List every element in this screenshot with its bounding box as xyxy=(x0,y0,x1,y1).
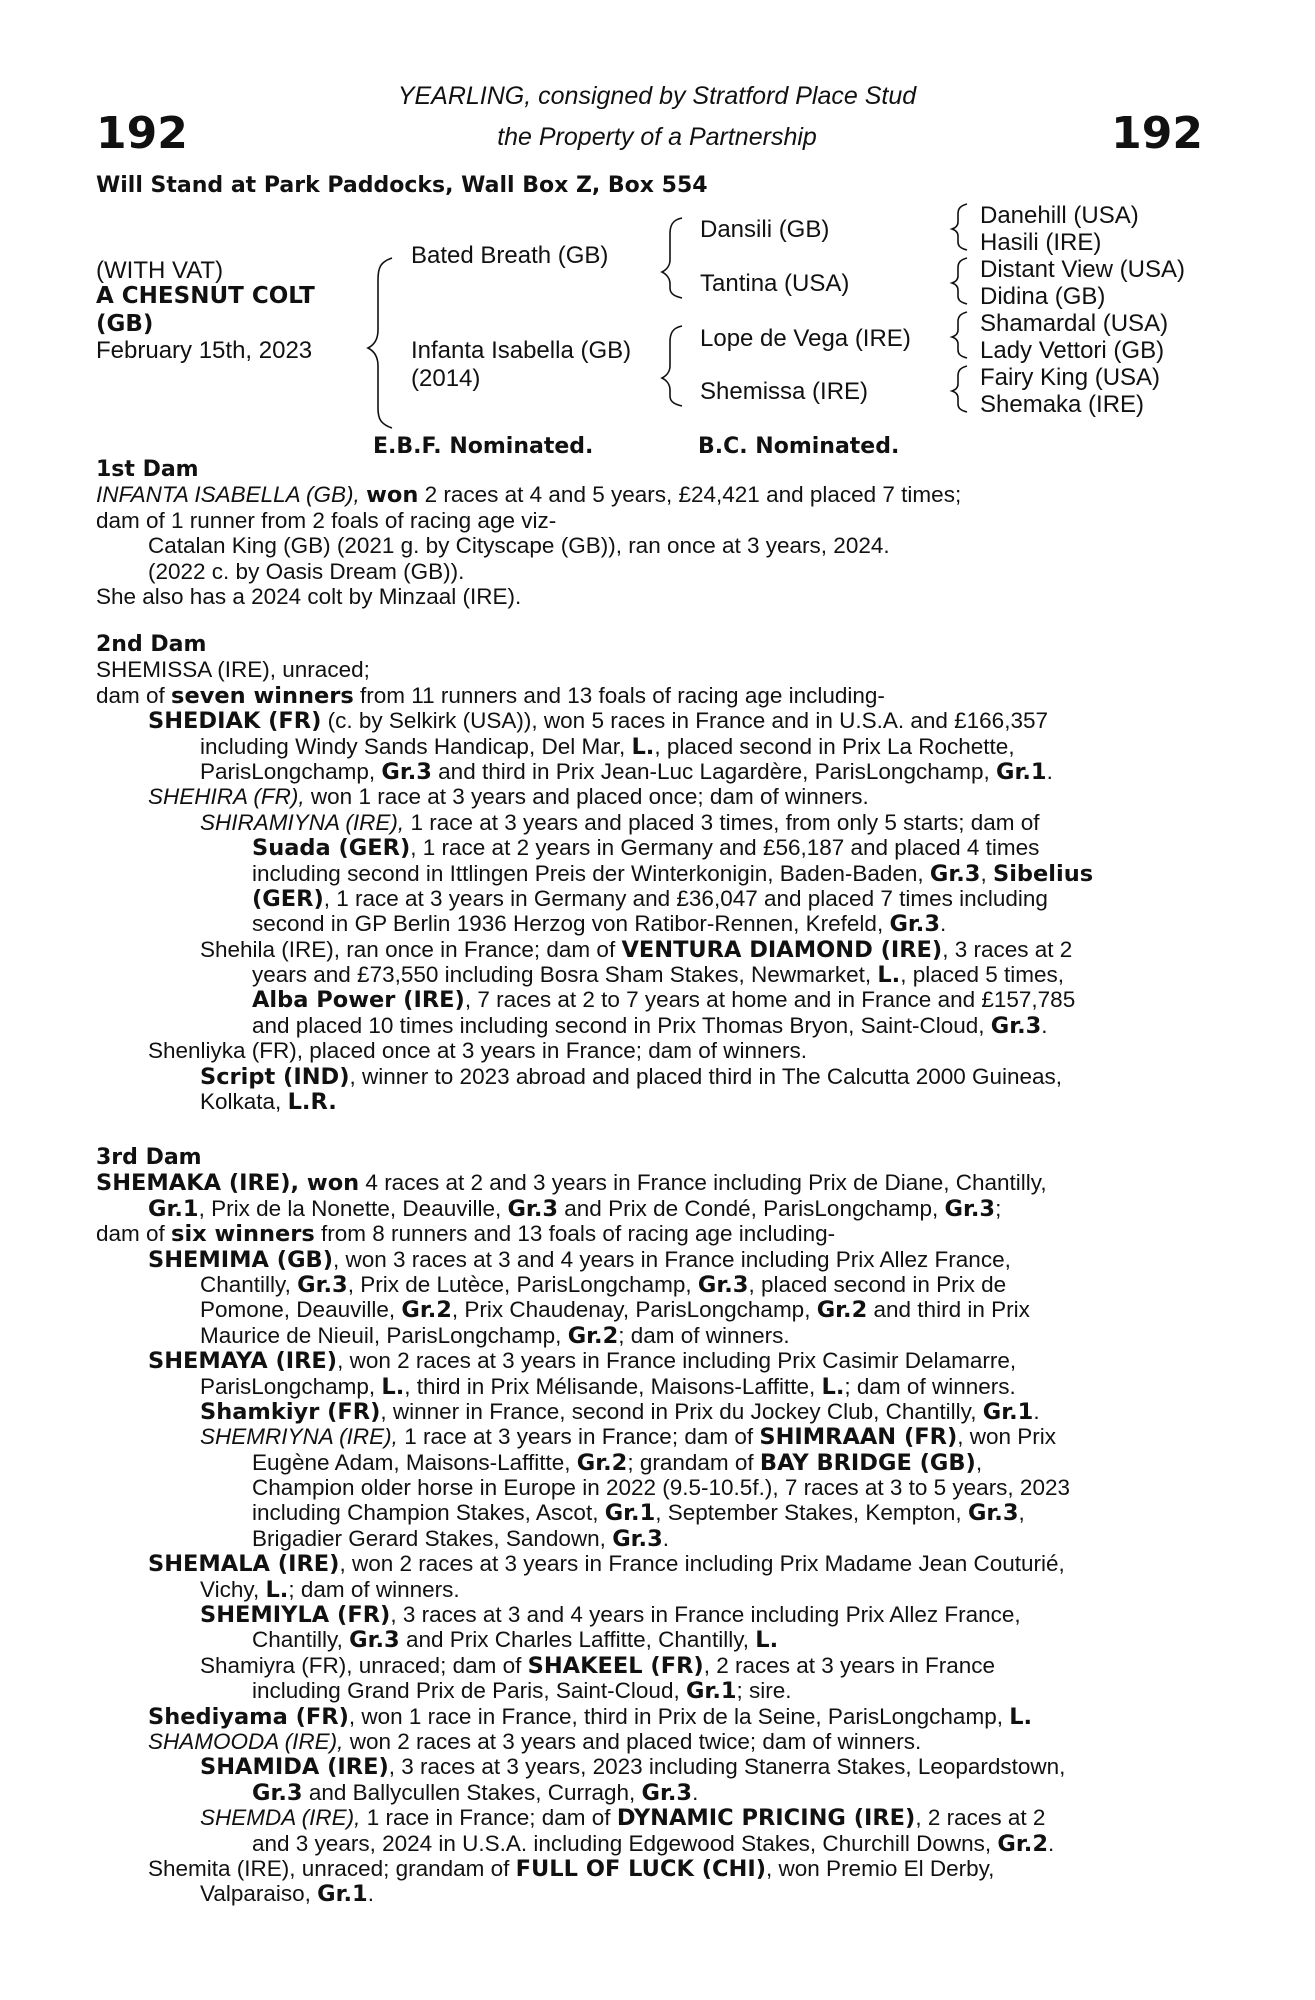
dam-dam: Shemissa (IRE) xyxy=(700,378,869,405)
text-run: , won 2 races at 3 years in France including Prix Casimir Delamarre, xyxy=(337,1348,1017,1374)
text-run: L. xyxy=(381,1373,405,1400)
text-run: Gr.2 xyxy=(401,1297,452,1324)
text-line: Shenliyka (FR), placed once at 3 years in France; dam of winners. xyxy=(148,1038,808,1064)
dam-sire: Lope de Vega (IRE) xyxy=(700,325,911,352)
text-run: . xyxy=(1041,1012,1048,1038)
text-run: SHEDIAK (FR) xyxy=(148,708,322,735)
first-dam-section xyxy=(96,457,1206,609)
text-line: She also has a 2024 colt by Minzaal (IRE). xyxy=(96,583,522,609)
dam-name: Infanta Isabella (GB) xyxy=(411,337,632,364)
section-heading: 2nd Dam xyxy=(96,632,207,657)
text-line: dam of 1 runner from 2 foals of racing age viz- xyxy=(96,507,557,533)
text-run: ; sire. xyxy=(736,1678,792,1704)
text-run: . xyxy=(940,911,947,937)
text-run: , won Premio El Derby, xyxy=(766,1855,995,1881)
text-run: and placed 10 times including second in Prix Thomas Bryon, Saint-Cloud, xyxy=(252,1012,991,1038)
text-run: Gr.3 xyxy=(929,860,981,887)
text-run: ParisLongchamp, xyxy=(200,758,382,784)
sire-dam: Tantina (USA) xyxy=(700,270,850,297)
text-run: SHEMALA (IRE) xyxy=(148,1551,340,1578)
text-run: , September Stakes, Kempton, xyxy=(655,1500,968,1526)
text-line xyxy=(96,1272,1206,1297)
text-run: won xyxy=(366,482,419,509)
text-line: Champion older horse in Europe in 2022 (9.5-10.5f.), 7 races at 3 to 5 years, 2023 xyxy=(252,1475,1070,1501)
text-run: and Prix Charles Laffitte, Chantilly, xyxy=(399,1627,756,1653)
text-run: INFANTA ISABELLA (GB), xyxy=(96,482,360,508)
text-run: ; xyxy=(995,1195,1002,1221)
text-run: 1 race in France; dam of xyxy=(360,1805,617,1831)
text-run: Gr.3 xyxy=(889,911,941,938)
text-run: Gr.3 xyxy=(641,1779,693,1806)
text-line xyxy=(96,1064,1206,1089)
text-line: Catalan King (GB) (2021 g. by Cityscape (GB)), ran once at 3 years, 2024. xyxy=(148,533,890,559)
text-run: Gr.3 xyxy=(990,1012,1042,1039)
text-run: , placed second in Prix La Rochette, xyxy=(654,733,1015,759)
text-run: Gr.1 xyxy=(982,1398,1034,1425)
text-run: , xyxy=(975,1449,983,1475)
text-run: , winner to 2023 abroad and placed third in The Calcutta 2000 Guineas, xyxy=(349,1063,1063,1089)
text-run: dam of xyxy=(96,682,172,708)
text-run: including Champion Stakes, Ascot, xyxy=(252,1500,605,1526)
text-line xyxy=(96,937,1206,962)
text-run: , won 2 races at 3 years in France including Prix Madame Jean Couturié, xyxy=(339,1551,1065,1577)
text-run: VENTURA DIAMOND (IRE) xyxy=(621,936,943,963)
text-run: Gr.1 xyxy=(996,758,1047,785)
consignor-line: YEARLING, consigned by Stratford Place Stud xyxy=(397,82,917,110)
text-run: and third in Prix Jean-Luc Lagardère, ParisLongchamp, xyxy=(431,758,996,784)
text-run: dam of xyxy=(96,1221,172,1247)
text-run: ; dam of winners. xyxy=(844,1373,1016,1399)
sire-dam-dam: Didina (GB) xyxy=(980,283,1106,310)
text-run: , 1 race at 2 years in Germany and £56,187 and placed 4 times xyxy=(410,835,1040,861)
text-line xyxy=(96,1627,1206,1652)
text-run: , xyxy=(980,860,993,886)
text-line xyxy=(96,1297,1206,1322)
text-run: Gr.3 xyxy=(349,1627,400,1654)
text-run: SHEMIMA (GB) xyxy=(148,1246,333,1273)
text-line xyxy=(96,784,1206,809)
text-run: , Prix Chaudenay, ParisLongchamp, xyxy=(451,1297,817,1323)
text-run: , third in Prix Mélisande, Maisons-Laffitte, xyxy=(404,1373,822,1399)
text-run: Pomone, Deauville, xyxy=(200,1297,402,1323)
text-run: DYNAMIC PRICING (IRE) xyxy=(616,1805,916,1832)
text-run: BAY BRIDGE (GB) xyxy=(759,1449,976,1476)
text-run: Alba Power (IRE) xyxy=(252,987,465,1014)
text-run: , 3 races at 3 years, 2023 including Stanerra Stakes, Leopardstown, xyxy=(388,1754,1066,1780)
text-line xyxy=(96,861,1206,886)
text-run: Shemita (IRE), unraced; grandam of xyxy=(148,1855,516,1881)
text-run: FULL OF LUCK (CHI) xyxy=(515,1855,767,1882)
text-run: Gr.3 xyxy=(697,1271,749,1298)
text-line xyxy=(96,1653,1206,1678)
text-run: SHIRAMIYNA (IRE), xyxy=(200,809,405,835)
text-line xyxy=(96,886,1206,911)
text-run: Vichy, xyxy=(200,1576,266,1602)
text-run: Gr.2 xyxy=(567,1322,619,1349)
vat-note: (WITH VAT) xyxy=(96,257,224,284)
text-run: Suada (GER) xyxy=(252,835,411,862)
text-run: ; dam of winners. xyxy=(288,1576,460,1602)
text-line xyxy=(96,1805,1206,1830)
text-run: Script (IND) xyxy=(200,1063,350,1090)
text-line xyxy=(96,1221,1206,1246)
text-run: won 2 races at 3 years and placed twice; dam of winners. xyxy=(343,1728,922,1754)
section-heading: 3rd Dam xyxy=(96,1145,202,1170)
horse-name-country: (GB) xyxy=(96,311,154,337)
text-run: second in GP Berlin 1936 Herzog von Ratibor-Rennen, Krefeld, xyxy=(252,911,890,937)
text-run: and Prix de Condé, ParisLongchamp, xyxy=(558,1195,945,1221)
text-line xyxy=(96,1526,1206,1551)
text-run: Shediyama (FR) xyxy=(148,1703,349,1730)
text-run: L. xyxy=(631,733,655,760)
text-run: Sibelius xyxy=(992,860,1094,887)
text-run: , Prix de la Nonette, Deauville, xyxy=(198,1195,508,1221)
text-run: Gr.1 xyxy=(604,1500,656,1527)
text-run: SHEHIRA (FR), xyxy=(148,784,305,810)
sire-dam-sire: Distant View (USA) xyxy=(980,256,1185,283)
text-line xyxy=(96,1856,1206,1881)
text-line xyxy=(96,810,1206,835)
text-run: , won 3 races at 3 and 4 years in France including Prix Allez France, xyxy=(333,1246,1011,1272)
text-run: won 1 race at 3 years and placed once; dam of winners. xyxy=(304,784,869,810)
text-line xyxy=(96,1602,1206,1627)
text-run: , placed second in Prix de xyxy=(748,1271,1007,1297)
text-run: L.R. xyxy=(287,1089,337,1116)
text-line xyxy=(96,1754,1206,1779)
text-run: L. xyxy=(1009,1703,1033,1730)
text-run: including Grand Prix de Paris, Saint-Cloud, xyxy=(252,1678,686,1704)
property-line: the Property of a Partnership xyxy=(497,123,817,151)
sire-sire-dam: Hasili (IRE) xyxy=(980,229,1102,256)
text-run: Chantilly, xyxy=(252,1627,350,1653)
dam-year: (2014) xyxy=(411,365,481,392)
text-run: , won 1 race in France, third in Prix de la Seine, ParisLongchamp, xyxy=(348,1703,1010,1729)
text-run: , 1 race at 3 years in Germany and £36,047 and placed 7 times including xyxy=(323,885,1048,911)
lot-number-right: 192 xyxy=(1111,108,1203,159)
text-run: and Ballycullen Stakes, Curragh, xyxy=(302,1779,642,1805)
text-run: ; grandam of xyxy=(627,1449,760,1475)
sire-name: Bated Breath (GB) xyxy=(411,242,609,269)
text-run: ParisLongchamp, xyxy=(200,1373,382,1399)
horse-name: A CHESNUT COLT xyxy=(96,283,315,309)
text-run: Gr.3 xyxy=(297,1271,348,1298)
text-run: L. xyxy=(821,1373,845,1400)
text-run: Gr.3 xyxy=(967,1500,1019,1527)
text-run: including Windy Sands Handicap, Del Mar, xyxy=(200,733,632,759)
text-run: , winner in France, second in Prix du Jockey Club, Chantilly, xyxy=(380,1398,983,1424)
text-run: Gr.3 xyxy=(381,758,432,785)
text-run: 1 race at 3 years and placed 3 times, from only 5 starts; dam of xyxy=(404,809,1040,835)
text-run: Gr.1 xyxy=(148,1195,199,1222)
text-run: , 7 races at 2 to 7 years at home and in France and £157,785 xyxy=(464,987,1076,1013)
text-line xyxy=(96,962,1206,987)
text-line xyxy=(96,1247,1206,1272)
text-run: from 8 runners and 13 foals of racing age including- xyxy=(314,1221,836,1247)
text-run: . xyxy=(692,1779,699,1805)
text-run: , 2 races at 2 xyxy=(915,1805,1046,1831)
text-run: . xyxy=(1033,1398,1040,1424)
text-run: Gr.1 xyxy=(317,1881,368,1908)
text-line: (2022 c. by Oasis Dream (GB)). xyxy=(148,558,465,584)
text-line xyxy=(96,1881,1206,1906)
text-run: , 3 races at 2 xyxy=(942,936,1073,962)
text-run: Brigadier Gerard Stakes, Sandown, xyxy=(252,1525,613,1551)
text-run: six winners xyxy=(171,1221,315,1248)
text-line xyxy=(96,1704,1206,1729)
text-run: 1 race at 3 years in France; dam of xyxy=(397,1424,760,1450)
text-run: Gr.2 xyxy=(816,1297,868,1324)
text-line xyxy=(96,734,1206,759)
text-run: including second in Ittlingen Preis der Winterkonigin, Baden-Baden, xyxy=(252,860,930,886)
text-line xyxy=(96,683,1206,708)
text-line xyxy=(96,1424,1206,1449)
text-run: 2 races at 4 and 5 years, £24,421 and placed 7 times; xyxy=(418,482,962,508)
text-run: 4 races at 2 and 3 years in France including Prix de Diane, Chantilly, xyxy=(359,1170,1047,1196)
text-run: (GER) xyxy=(252,885,324,912)
text-run: L. xyxy=(877,962,901,989)
dam-sire-dam: Lady Vettori (GB) xyxy=(980,337,1165,364)
text-run: , xyxy=(1018,1500,1025,1526)
text-line xyxy=(96,1450,1206,1475)
text-run: SHEMAKA (IRE), won xyxy=(96,1170,360,1197)
text-run: Gr.3 xyxy=(612,1525,663,1552)
text-run: . xyxy=(367,1881,374,1907)
text-run: SHEMAYA (IRE) xyxy=(148,1348,338,1375)
text-run: years and £73,550 including Bosra Sham Stakes, Newmarket, xyxy=(252,962,878,988)
ebf-nomination: E.B.F. Nominated. xyxy=(373,434,594,459)
text-run: Gr.3 xyxy=(507,1195,559,1222)
text-line xyxy=(96,911,1206,936)
text-line xyxy=(96,1780,1206,1805)
text-run: Gr.2 xyxy=(576,1449,628,1476)
text-line xyxy=(96,1374,1206,1399)
text-run: , won Prix xyxy=(957,1424,1057,1450)
text-run: L. xyxy=(265,1576,289,1603)
text-line xyxy=(96,708,1206,733)
text-run: , Prix de Lutèce, ParisLongchamp, xyxy=(347,1271,698,1297)
text-run: Gr.1 xyxy=(685,1678,737,1705)
text-line xyxy=(96,759,1206,784)
text-run: and 3 years, 2024 in U.S.A. including Edgewood Stakes, Churchill Downs, xyxy=(252,1830,998,1856)
dam-dam-sire: Fairy King (USA) xyxy=(980,364,1161,391)
foaling-date: February 15th, 2023 xyxy=(96,337,313,364)
text-run: SHEMDA (IRE), xyxy=(200,1805,361,1831)
text-run: . xyxy=(1046,758,1053,784)
text-run: Gr.3 xyxy=(252,1779,303,1806)
text-line xyxy=(96,987,1206,1012)
text-run: Chantilly, xyxy=(200,1271,298,1297)
sire-sire: Dansili (GB) xyxy=(700,216,830,243)
text-line xyxy=(96,1551,1206,1576)
lot-number-left: 192 xyxy=(96,108,188,159)
text-run: seven winners xyxy=(171,682,354,709)
text-run: and third in Prix xyxy=(867,1297,1030,1323)
text-run: SHEMIYLA (FR) xyxy=(200,1602,391,1629)
text-line xyxy=(96,1348,1206,1373)
text-run: , placed 5 times, xyxy=(900,962,1065,988)
text-run: ; dam of winners. xyxy=(618,1322,790,1348)
text-line xyxy=(96,1089,1206,1114)
text-run: Shamiyra (FR), unraced; dam of xyxy=(200,1652,528,1678)
text-run: , 2 races at 3 years in France xyxy=(703,1652,996,1678)
text-line: SHEMISSA (IRE), unraced; xyxy=(96,657,370,683)
text-run: SHIMRAAN (FR) xyxy=(759,1424,958,1451)
text-run: from 11 runners and 13 foals of racing age including- xyxy=(353,682,885,708)
text-run: (c. by Selkirk (USA)), won 5 races in France and in U.S.A. and £166,357 xyxy=(321,708,1048,734)
text-run: . xyxy=(662,1525,670,1551)
stand-location: Will Stand at Park Paddocks, Wall Box Z, Box 554 xyxy=(96,173,708,198)
text-line xyxy=(96,482,1206,507)
text-run: SHAMOODA (IRE), xyxy=(148,1728,344,1754)
text-run: Gr.2 xyxy=(997,1830,1048,1857)
text-line xyxy=(96,1500,1206,1525)
text-line xyxy=(96,1399,1206,1424)
text-line xyxy=(96,1196,1206,1221)
text-run: . xyxy=(1047,1830,1055,1856)
dam-dam-dam: Shemaka (IRE) xyxy=(980,391,1145,418)
text-run: Shamkiyr (FR) xyxy=(200,1398,381,1425)
second-dam-section xyxy=(96,632,1206,1114)
text-run: Shehila (IRE), ran once in France; dam of xyxy=(200,936,622,962)
text-line xyxy=(96,1831,1206,1856)
text-line xyxy=(96,1013,1206,1038)
sire-sire-sire: Danehill (USA) xyxy=(980,202,1139,229)
text-run: SHAMIDA (IRE) xyxy=(200,1754,389,1781)
text-run: SHAKEEL (FR) xyxy=(527,1652,704,1679)
section-heading: 1st Dam xyxy=(96,457,199,482)
text-run: L. xyxy=(755,1627,779,1654)
dam-sire-sire: Shamardal (USA) xyxy=(980,310,1169,337)
text-line xyxy=(96,1323,1206,1348)
text-line xyxy=(96,1678,1206,1703)
text-run: Eugène Adam, Maisons-Laffitte, xyxy=(252,1449,577,1475)
bc-nomination: B.C. Nominated. xyxy=(698,434,900,459)
text-line xyxy=(96,1577,1206,1602)
text-line xyxy=(96,835,1206,860)
third-dam-section xyxy=(96,1145,1206,1907)
text-run: , 3 races at 3 and 4 years in France including Prix Allez France, xyxy=(390,1602,1021,1628)
text-run: SHEMRIYNA (IRE), xyxy=(200,1424,398,1450)
text-run: Kolkata, xyxy=(200,1089,288,1115)
text-run: Valparaiso, xyxy=(200,1881,318,1907)
text-run: Maurice de Nieuil, ParisLongchamp, xyxy=(200,1322,568,1348)
text-line xyxy=(96,1729,1206,1754)
text-line xyxy=(96,1170,1206,1195)
text-run: Gr.3 xyxy=(944,1195,996,1222)
